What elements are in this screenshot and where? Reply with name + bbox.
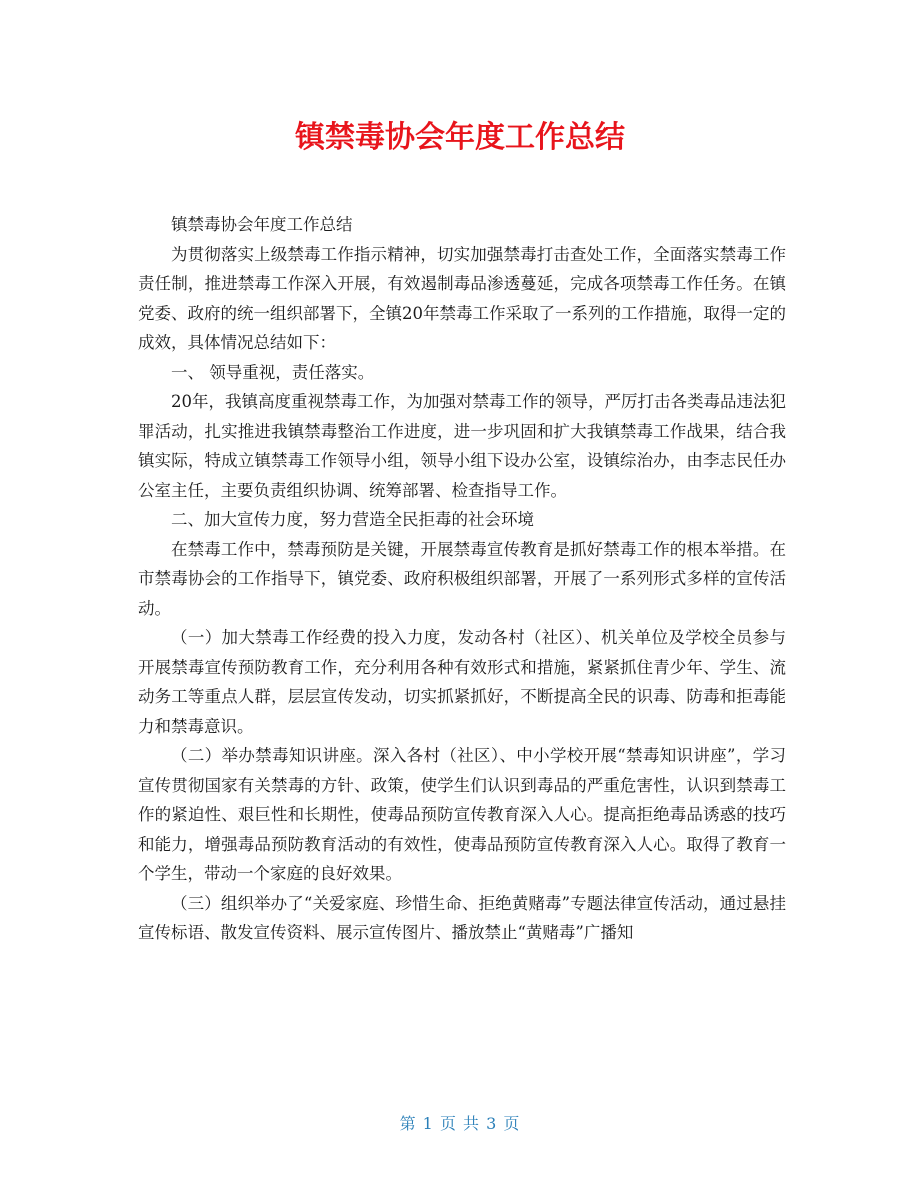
paragraph-intro: 为贯彻落实上级禁毒工作指示精神，切实加强禁毒打击查处工作，全面落实禁毒工作责任制，推进禁毒工作深入开展，有效遏制毒品渗透蔓延，完成各项禁毒工作任务。在镇党委、政府的统一组织部署下，全镇20年禁毒工作采取了一系列的工作措施，取得一定的成效，具体情况总结如下： [138, 244, 786, 352]
section-heading-2: 二、加大宣传力度，努力营造全民拒毒的社会环境 [171, 510, 534, 529]
paragraph-item-2: （二）举办禁毒知识讲座。深入各村（社区）、中小学校开展“禁毒知识讲座”，学习宣传贯彻国家有关禁毒的方针、政策，使学生们认识到毒品的严重危害性，认识到禁毒工作的紧迫性、艰巨性和长期性，使毒品预防宣传教育深入人心。提高拒绝毒品诱惑的技巧和能力，增强毒品预防教育活动的有效性，使毒品预防宣传教育深入人心。取得了教育一个学生，带动一个家庭的良好效果。 [138, 746, 786, 883]
document-body [138, 210, 786, 948]
document-title: 镇禁毒协会年度工作总结 [295, 120, 625, 155]
page-number-footer: 第 1 页 共 3 页 [399, 1114, 521, 1133]
paragraph-section-1: 20年，我镇高度重视禁毒工作，为加强对禁毒工作的领导，严厉打击各类毒品违法犯罪活动，扎实推进我镇禁毒整治工作进度，进一步巩固和扩大我镇禁毒工作战果，结合我镇实际，特成立镇禁毒工作领导小组，领导小组下设办公室，设镇综治办，由李志民任办公室主任，主要负责组织协调、统筹部署、检查指导工作。 [138, 392, 786, 500]
paragraph-section-2: 在禁毒工作中，禁毒预防是关键，开展禁毒宣传教育是抓好禁毒工作的根本举措。在市禁毒协会的工作指导下，镇党委、政府积极组织部署，开展了一系列形式多样的宣传活动。 [138, 539, 786, 618]
paragraph-item-1: （一）加大禁毒工作经费的投入力度，发动各村（社区）、机关单位及学校全员参与开展禁毒宣传预防教育工作，充分利用各种有效形式和措施，紧紧抓住青少年、学生、流动务工等重点人群，层层宣传发动，切实抓紧抓好，不断提高全民的识毒、防毒和拒毒能力和禁毒意识。 [138, 628, 786, 736]
paragraph-subtitle: 镇禁毒协会年度工作总结 [171, 215, 353, 234]
paragraph-item-3: （三）组织举办了“关爱家庭、珍惜生命、拒绝黄赌毒”专题法律宣传活动，通过悬挂宣传标语、散发宣传资料、展示宣传图片、播放禁止“黄赌毒”广播知 [138, 893, 786, 942]
section-heading-1: 一、 领导重视，责任落实。 [171, 362, 375, 382]
